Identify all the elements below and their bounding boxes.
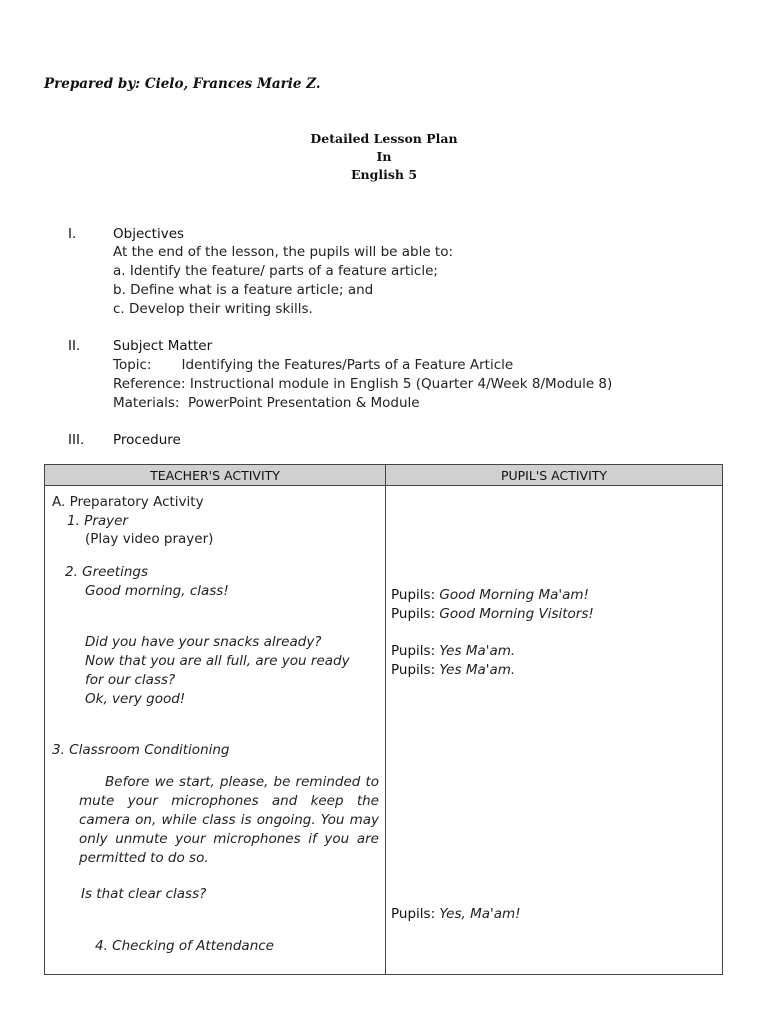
pupil-response: [391, 606, 594, 622]
header-pupil-activity: PUPIL'S ACTIVITY: [386, 465, 723, 486]
pupil-label: Pupils:: [391, 606, 436, 622]
doc-title-line1: Detailed Lesson Plan: [310, 131, 458, 146]
subject-topic: Topic: Identifying the Features/Parts of a Feature Article: [113, 357, 514, 373]
prayer-note: (Play video prayer): [85, 531, 214, 547]
preparatory-activity-heading: A. Preparatory Activity: [52, 494, 204, 510]
pupil-response-text: Good Morning Ma'am!: [439, 587, 589, 603]
attendance-heading: 4. Checking of Attendance: [95, 938, 274, 954]
pupil-response: [391, 906, 521, 922]
pupil-activity-cell: [386, 486, 723, 975]
subject-materials: Materials: PowerPoint Presentation & Module: [113, 395, 420, 411]
doc-title-line3: English 5: [350, 167, 418, 182]
pupil-response: [391, 587, 589, 603]
objective-item: b. Define what is a feature article; and: [113, 282, 374, 298]
teacher-line: Now that you are all full, are you ready: [85, 653, 350, 669]
clear-question: Is that clear class?: [81, 886, 207, 902]
objective-item: a. Identify the feature/ parts of a feature article;: [113, 263, 438, 279]
conditioning-paragraph: Before we start, please, be reminded to mute your microphones and keep the camera on, while class is ongoing. You may only unmute your microphones if you are permitted to do so.: [79, 774, 379, 866]
section-heading-procedure: Procedure: [113, 432, 181, 448]
pupil-response-text: Yes Ma'am.: [439, 662, 516, 678]
header-teacher-activity: TEACHER'S ACTIVITY: [45, 465, 386, 486]
objective-item: c. Develop their writing skills.: [113, 301, 313, 317]
classroom-conditioning-heading: 3. Classroom Conditioning: [52, 742, 230, 758]
teacher-line: for our class?: [85, 672, 176, 688]
pupil-response-text: Good Morning Visitors!: [439, 606, 594, 622]
pupil-label: Pupils:: [391, 906, 436, 922]
pupil-response: [391, 643, 515, 659]
doc-title-line2: In: [376, 149, 392, 164]
pupil-label: Pupils:: [391, 662, 436, 678]
section-heading-objectives: Objectives: [113, 226, 185, 242]
pupil-response-text: Yes Ma'am.: [439, 643, 516, 659]
pupil-response: [391, 662, 515, 678]
teacher-line: Did you have your snacks already?: [85, 634, 322, 650]
section-number-objectives: I.: [68, 226, 77, 242]
subject-reference: Reference: Instructional module in English 5 (Quarter 4/Week 8/Module 8): [113, 376, 613, 392]
pupil-label: Pupils:: [391, 587, 436, 603]
greetings-heading: 2. Greetings: [65, 564, 148, 580]
pupil-label: Pupils:: [391, 643, 436, 659]
section-heading-subject-matter: Subject Matter: [113, 338, 213, 354]
prepared-by: Prepared by: Cielo, Frances Marie Z.: [44, 76, 321, 92]
objectives-intro: At the end of the lesson, the pupils will be able to:: [113, 244, 454, 260]
section-number-procedure: III.: [68, 432, 85, 448]
section-number-subject-matter: II.: [68, 338, 81, 354]
pupil-response-text: Yes, Ma'am!: [439, 906, 521, 922]
greetings-line: Good morning, class!: [85, 583, 229, 599]
procedure-table: [44, 464, 723, 975]
teacher-activity-cell: [45, 486, 386, 975]
teacher-line: Ok, very good!: [85, 691, 186, 707]
prayer-heading: 1. Prayer: [67, 513, 128, 529]
